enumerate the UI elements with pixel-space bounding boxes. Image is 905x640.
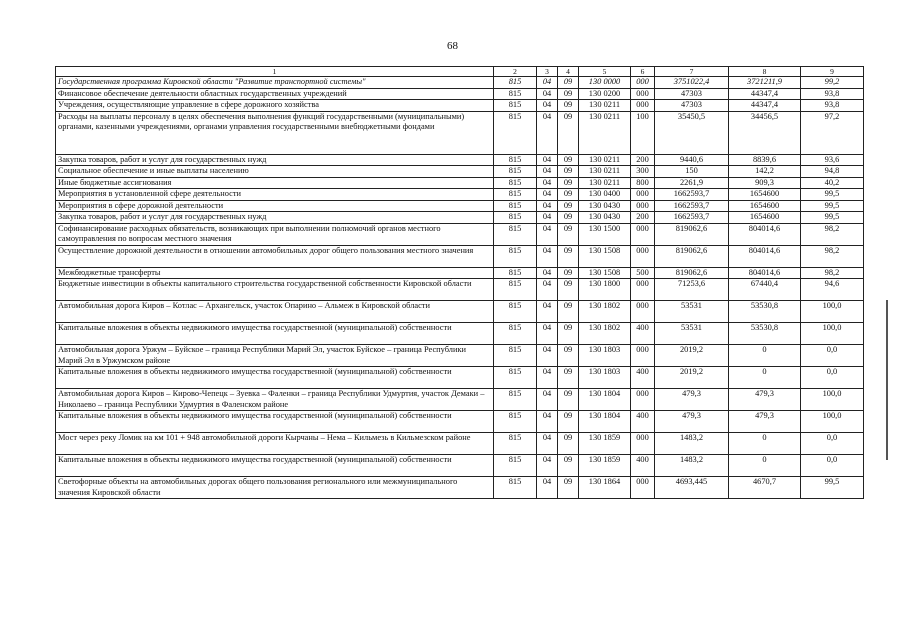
executed-amount-cell: 0 xyxy=(729,345,801,367)
section-cell: 04 xyxy=(537,345,558,367)
target-article-cell: 130 1508 xyxy=(579,267,631,279)
table-row xyxy=(56,189,864,201)
execution-percent-cell: 100,0 xyxy=(801,411,864,433)
executed-amount-cell: 3721211,9 xyxy=(729,77,801,89)
row-name-cell: Автомобильная дорога Киров – Котлас – Архангельск, участок Опарино – Альмеж в Кировской области xyxy=(56,301,494,323)
execution-percent-cell: 40,2 xyxy=(801,177,864,189)
admin-code-cell: 815 xyxy=(494,245,537,267)
execution-percent-cell: 99,5 xyxy=(801,189,864,201)
planned-amount-cell: 819062,6 xyxy=(655,223,729,245)
subsection-cell: 09 xyxy=(558,200,579,212)
row-name-cell: Светофорные объекты на автомобильных дорогах общего пользования регионального или межмуниципального значения Кировской области xyxy=(56,477,494,499)
executed-amount-cell: 0 xyxy=(729,433,801,455)
executed-amount-cell: 0 xyxy=(729,455,801,477)
execution-percent-cell: 93,8 xyxy=(801,100,864,112)
expense-type-cell: 000 xyxy=(631,77,655,89)
section-cell: 04 xyxy=(537,212,558,224)
executed-amount-cell: 0 xyxy=(729,367,801,389)
subsection-cell: 09 xyxy=(558,100,579,112)
executed-amount-cell: 142,2 xyxy=(729,166,801,178)
admin-code-cell: 815 xyxy=(494,166,537,178)
executed-amount-cell: 804014,6 xyxy=(729,267,801,279)
admin-code-cell: 815 xyxy=(494,455,537,477)
admin-code-cell: 815 xyxy=(494,200,537,212)
expense-type-cell: 300 xyxy=(631,166,655,178)
section-cell: 04 xyxy=(537,367,558,389)
table-row xyxy=(56,166,864,178)
row-name-cell: Капитальные вложения в объекты недвижимого имущества государственной (муниципальной) собственности xyxy=(56,411,494,433)
target-article-cell: 130 1804 xyxy=(579,389,631,411)
planned-amount-cell: 479,3 xyxy=(655,389,729,411)
table-row xyxy=(56,200,864,212)
executed-amount-cell: 1654600 xyxy=(729,212,801,224)
admin-code-cell: 815 xyxy=(494,154,537,166)
subsection-cell: 09 xyxy=(558,477,579,499)
subsection-cell: 09 xyxy=(558,367,579,389)
section-cell: 04 xyxy=(537,223,558,245)
execution-percent-cell: 93,8 xyxy=(801,88,864,100)
row-name-cell: Мост через реку Ломик на км 101 + 948 автомобильной дороги Кырчаны – Нема – Кильмезь в Кильмезском районе xyxy=(56,433,494,455)
subsection-cell: 09 xyxy=(558,433,579,455)
column-header: 8 xyxy=(729,67,801,77)
target-article-cell: 130 0400 xyxy=(579,189,631,201)
planned-amount-cell: 3751022,4 xyxy=(655,77,729,89)
column-header: 5 xyxy=(579,67,631,77)
execution-percent-cell: 99,2 xyxy=(801,77,864,89)
execution-percent-cell: 100,0 xyxy=(801,301,864,323)
row-name-cell: Мероприятия в сфере дорожной деятельности xyxy=(56,200,494,212)
table-row xyxy=(56,345,864,367)
table-row xyxy=(56,245,864,267)
row-name-cell: Расходы на выплаты персоналу в целях обеспечения выполнения функций государственными (муниципальными) органами, казенными учреждениями, органами управления государственными внебюджетными фондами xyxy=(56,111,494,154)
target-article-cell: 130 1803 xyxy=(579,367,631,389)
row-name-cell: Мероприятия в установленной сфере деятельности xyxy=(56,189,494,201)
planned-amount-cell: 47303 xyxy=(655,88,729,100)
row-name-cell: Финансовое обеспечение деятельности областных государственных учреждений xyxy=(56,88,494,100)
section-cell: 04 xyxy=(537,389,558,411)
planned-amount-cell: 2019,2 xyxy=(655,367,729,389)
table-row xyxy=(56,267,864,279)
executed-amount-cell: 909,3 xyxy=(729,177,801,189)
planned-amount-cell: 71253,6 xyxy=(655,279,729,301)
subsection-cell: 09 xyxy=(558,345,579,367)
subsection-cell: 09 xyxy=(558,223,579,245)
executed-amount-cell: 53530,8 xyxy=(729,301,801,323)
row-name-cell: Капитальные вложения в объекты недвижимого имущества государственной (муниципальной) собственности xyxy=(56,323,494,345)
subsection-cell: 09 xyxy=(558,245,579,267)
table-row xyxy=(56,279,864,301)
planned-amount-cell: 1662593,7 xyxy=(655,212,729,224)
target-article-cell: 130 0211 xyxy=(579,177,631,189)
planned-amount-cell: 53531 xyxy=(655,301,729,323)
section-cell: 04 xyxy=(537,189,558,201)
executed-amount-cell: 4670,7 xyxy=(729,477,801,499)
execution-percent-cell: 94,6 xyxy=(801,279,864,301)
admin-code-cell: 815 xyxy=(494,111,537,154)
expense-type-cell: 000 xyxy=(631,223,655,245)
row-name-cell: Учреждения, осуществляющие управление в сфере дорожного хозяйства xyxy=(56,100,494,112)
planned-amount-cell: 1662593,7 xyxy=(655,200,729,212)
expense-type-cell: 000 xyxy=(631,477,655,499)
target-article-cell: 130 1803 xyxy=(579,345,631,367)
admin-code-cell: 815 xyxy=(494,389,537,411)
target-article-cell: 130 1859 xyxy=(579,455,631,477)
page-number: 68 xyxy=(447,40,458,52)
execution-percent-cell: 99,5 xyxy=(801,477,864,499)
table-row xyxy=(56,433,864,455)
expense-type-cell: 000 xyxy=(631,389,655,411)
executed-amount-cell: 44347,4 xyxy=(729,88,801,100)
expense-type-cell: 000 xyxy=(631,200,655,212)
row-name-cell: Капитальные вложения в объекты недвижимого имущества государственной (муниципальной) собственности xyxy=(56,455,494,477)
executed-amount-cell: 44347,4 xyxy=(729,100,801,112)
subsection-cell: 09 xyxy=(558,212,579,224)
admin-code-cell: 815 xyxy=(494,100,537,112)
planned-amount-cell: 150 xyxy=(655,166,729,178)
planned-amount-cell: 479,3 xyxy=(655,411,729,433)
subsection-cell: 09 xyxy=(558,455,579,477)
target-article-cell: 130 1500 xyxy=(579,223,631,245)
subsection-cell: 09 xyxy=(558,389,579,411)
expense-type-cell: 000 xyxy=(631,279,655,301)
executed-amount-cell: 479,3 xyxy=(729,389,801,411)
target-article-cell: 130 1864 xyxy=(579,477,631,499)
expense-type-cell: 100 xyxy=(631,111,655,154)
section-cell: 04 xyxy=(537,100,558,112)
column-header: 1 xyxy=(56,67,494,77)
section-cell: 04 xyxy=(537,323,558,345)
executed-amount-cell: 1654600 xyxy=(729,200,801,212)
table-row xyxy=(56,77,864,89)
row-name-cell: Бюджетные инвестиции в объекты капитального строительства государственной собственности Кировской области xyxy=(56,279,494,301)
row-name-cell: Автомобильная дорога Уржум – Буйское – граница Республики Марий Эл, участок Буйское – граница Республики Марий Эл в Уржумском районе xyxy=(56,345,494,367)
execution-percent-cell: 97,2 xyxy=(801,111,864,154)
target-article-cell: 130 0211 xyxy=(579,100,631,112)
executed-amount-cell: 479,3 xyxy=(729,411,801,433)
execution-percent-cell: 94,8 xyxy=(801,166,864,178)
expense-type-cell: 000 xyxy=(631,88,655,100)
expense-type-cell: 000 xyxy=(631,245,655,267)
subsection-cell: 09 xyxy=(558,189,579,201)
expense-type-cell: 400 xyxy=(631,455,655,477)
target-article-cell: 130 1804 xyxy=(579,411,631,433)
row-name-cell: Автомобильная дорога Киров – Кирово-Чепецк – Зуевка – Фаленки – граница Республики Удмуртия, участок Демаки – Николаево – граница Республики Удмуртия в Фаленском районе xyxy=(56,389,494,411)
section-cell: 04 xyxy=(537,433,558,455)
expense-type-cell: 200 xyxy=(631,154,655,166)
target-article-cell: 130 1802 xyxy=(579,301,631,323)
table-row xyxy=(56,455,864,477)
subsection-cell: 09 xyxy=(558,154,579,166)
planned-amount-cell: 819062,6 xyxy=(655,245,729,267)
subsection-cell: 09 xyxy=(558,279,579,301)
expense-type-cell: 500 xyxy=(631,267,655,279)
section-cell: 04 xyxy=(537,477,558,499)
table-row xyxy=(56,212,864,224)
table-row xyxy=(56,88,864,100)
column-header: 7 xyxy=(655,67,729,77)
expense-type-cell: 800 xyxy=(631,177,655,189)
expense-type-cell: 400 xyxy=(631,323,655,345)
executed-amount-cell: 8839,6 xyxy=(729,154,801,166)
planned-amount-cell: 4693,445 xyxy=(655,477,729,499)
column-header: 6 xyxy=(631,67,655,77)
execution-percent-cell: 0,0 xyxy=(801,367,864,389)
section-cell: 04 xyxy=(537,279,558,301)
section-cell: 04 xyxy=(537,88,558,100)
target-article-cell: 130 0000 xyxy=(579,77,631,89)
row-name-cell: Закупка товаров, работ и услуг для государственных нужд xyxy=(56,212,494,224)
planned-amount-cell: 47303 xyxy=(655,100,729,112)
execution-percent-cell: 98,2 xyxy=(801,245,864,267)
executed-amount-cell: 804014,6 xyxy=(729,223,801,245)
admin-code-cell: 815 xyxy=(494,367,537,389)
admin-code-cell: 815 xyxy=(494,267,537,279)
subsection-cell: 09 xyxy=(558,267,579,279)
admin-code-cell: 815 xyxy=(494,212,537,224)
row-name-cell: Софинансирование расходных обязательств, возникающих при выполнении полномочий органов местного самоуправления по вопросам местного значения xyxy=(56,223,494,245)
planned-amount-cell: 1483,2 xyxy=(655,455,729,477)
section-cell: 04 xyxy=(537,166,558,178)
admin-code-cell: 815 xyxy=(494,88,537,100)
row-name-cell: Закупка товаров, работ и услуг для государственных нужд xyxy=(56,154,494,166)
admin-code-cell: 815 xyxy=(494,323,537,345)
table-row xyxy=(56,223,864,245)
planned-amount-cell: 2261,9 xyxy=(655,177,729,189)
admin-code-cell: 815 xyxy=(494,411,537,433)
table-row xyxy=(56,301,864,323)
execution-percent-cell: 100,0 xyxy=(801,323,864,345)
table-row xyxy=(56,367,864,389)
planned-amount-cell: 35450,5 xyxy=(655,111,729,154)
column-header: 2 xyxy=(494,67,537,77)
execution-percent-cell: 99,5 xyxy=(801,212,864,224)
admin-code-cell: 815 xyxy=(494,223,537,245)
target-article-cell: 130 0430 xyxy=(579,212,631,224)
admin-code-cell: 815 xyxy=(494,477,537,499)
row-name-cell: Государственная программа Кировской области "Развитие транспортной системы" xyxy=(56,77,494,89)
executed-amount-cell: 53530,8 xyxy=(729,323,801,345)
target-article-cell: 130 0200 xyxy=(579,88,631,100)
section-cell: 04 xyxy=(537,267,558,279)
table-row xyxy=(56,111,864,154)
expense-type-cell: 000 xyxy=(631,301,655,323)
executed-amount-cell: 34456,5 xyxy=(729,111,801,154)
subsection-cell: 09 xyxy=(558,88,579,100)
planned-amount-cell: 2019,2 xyxy=(655,345,729,367)
section-cell: 04 xyxy=(537,411,558,433)
admin-code-cell: 815 xyxy=(494,279,537,301)
row-name-cell: Социальное обеспечение и иные выплаты населению xyxy=(56,166,494,178)
admin-code-cell: 815 xyxy=(494,433,537,455)
column-header: 9 xyxy=(801,67,864,77)
expense-type-cell: 000 xyxy=(631,433,655,455)
table-row xyxy=(56,154,864,166)
admin-code-cell: 815 xyxy=(494,177,537,189)
expense-type-cell: 400 xyxy=(631,411,655,433)
section-cell: 04 xyxy=(537,245,558,267)
table-row xyxy=(56,477,864,499)
target-article-cell: 130 0211 xyxy=(579,154,631,166)
execution-percent-cell: 98,2 xyxy=(801,223,864,245)
scan-edge-mark xyxy=(886,300,888,460)
section-cell: 04 xyxy=(537,111,558,154)
planned-amount-cell: 1662593,7 xyxy=(655,189,729,201)
subsection-cell: 09 xyxy=(558,301,579,323)
subsection-cell: 09 xyxy=(558,77,579,89)
budget-table xyxy=(55,66,864,499)
executed-amount-cell: 67440,4 xyxy=(729,279,801,301)
row-name-cell: Иные бюджетные ассигнования xyxy=(56,177,494,189)
execution-percent-cell: 99,5 xyxy=(801,200,864,212)
row-name-cell: Капитальные вложения в объекты недвижимого имущества государственной (муниципальной) собственности xyxy=(56,367,494,389)
table-row xyxy=(56,323,864,345)
target-article-cell: 130 1508 xyxy=(579,245,631,267)
execution-percent-cell: 98,2 xyxy=(801,267,864,279)
expense-type-cell: 000 xyxy=(631,189,655,201)
subsection-cell: 09 xyxy=(558,411,579,433)
subsection-cell: 09 xyxy=(558,166,579,178)
target-article-cell: 130 0430 xyxy=(579,200,631,212)
planned-amount-cell: 9440,6 xyxy=(655,154,729,166)
expense-type-cell: 400 xyxy=(631,367,655,389)
table-row xyxy=(56,411,864,433)
expense-type-cell: 200 xyxy=(631,212,655,224)
admin-code-cell: 815 xyxy=(494,77,537,89)
execution-percent-cell: 93,6 xyxy=(801,154,864,166)
admin-code-cell: 815 xyxy=(494,189,537,201)
subsection-cell: 09 xyxy=(558,323,579,345)
column-header-row xyxy=(56,67,864,77)
target-article-cell: 130 1802 xyxy=(579,323,631,345)
admin-code-cell: 815 xyxy=(494,345,537,367)
target-article-cell: 130 1800 xyxy=(579,279,631,301)
table-row xyxy=(56,389,864,411)
execution-percent-cell: 0,0 xyxy=(801,455,864,477)
table-body xyxy=(56,77,864,499)
expense-type-cell: 000 xyxy=(631,345,655,367)
executed-amount-cell: 1654600 xyxy=(729,189,801,201)
section-cell: 04 xyxy=(537,455,558,477)
subsection-cell: 09 xyxy=(558,111,579,154)
planned-amount-cell: 819062,6 xyxy=(655,267,729,279)
table-row xyxy=(56,177,864,189)
admin-code-cell: 815 xyxy=(494,301,537,323)
section-cell: 04 xyxy=(537,200,558,212)
row-name-cell: Осуществление дорожной деятельности в отношении автомобильных дорог общего пользования местного значения xyxy=(56,245,494,267)
section-cell: 04 xyxy=(537,154,558,166)
executed-amount-cell: 804014,6 xyxy=(729,245,801,267)
table-row xyxy=(56,100,864,112)
section-cell: 04 xyxy=(537,301,558,323)
expense-type-cell: 000 xyxy=(631,100,655,112)
execution-percent-cell: 0,0 xyxy=(801,433,864,455)
column-header: 4 xyxy=(558,67,579,77)
planned-amount-cell: 1483,2 xyxy=(655,433,729,455)
section-cell: 04 xyxy=(537,177,558,189)
target-article-cell: 130 0211 xyxy=(579,111,631,154)
planned-amount-cell: 53531 xyxy=(655,323,729,345)
row-name-cell: Межбюджетные трансферты xyxy=(56,267,494,279)
section-cell: 04 xyxy=(537,77,558,89)
subsection-cell: 09 xyxy=(558,177,579,189)
execution-percent-cell: 100,0 xyxy=(801,389,864,411)
column-header: 3 xyxy=(537,67,558,77)
target-article-cell: 130 0211 xyxy=(579,166,631,178)
execution-percent-cell: 0,0 xyxy=(801,345,864,367)
target-article-cell: 130 1859 xyxy=(579,433,631,455)
